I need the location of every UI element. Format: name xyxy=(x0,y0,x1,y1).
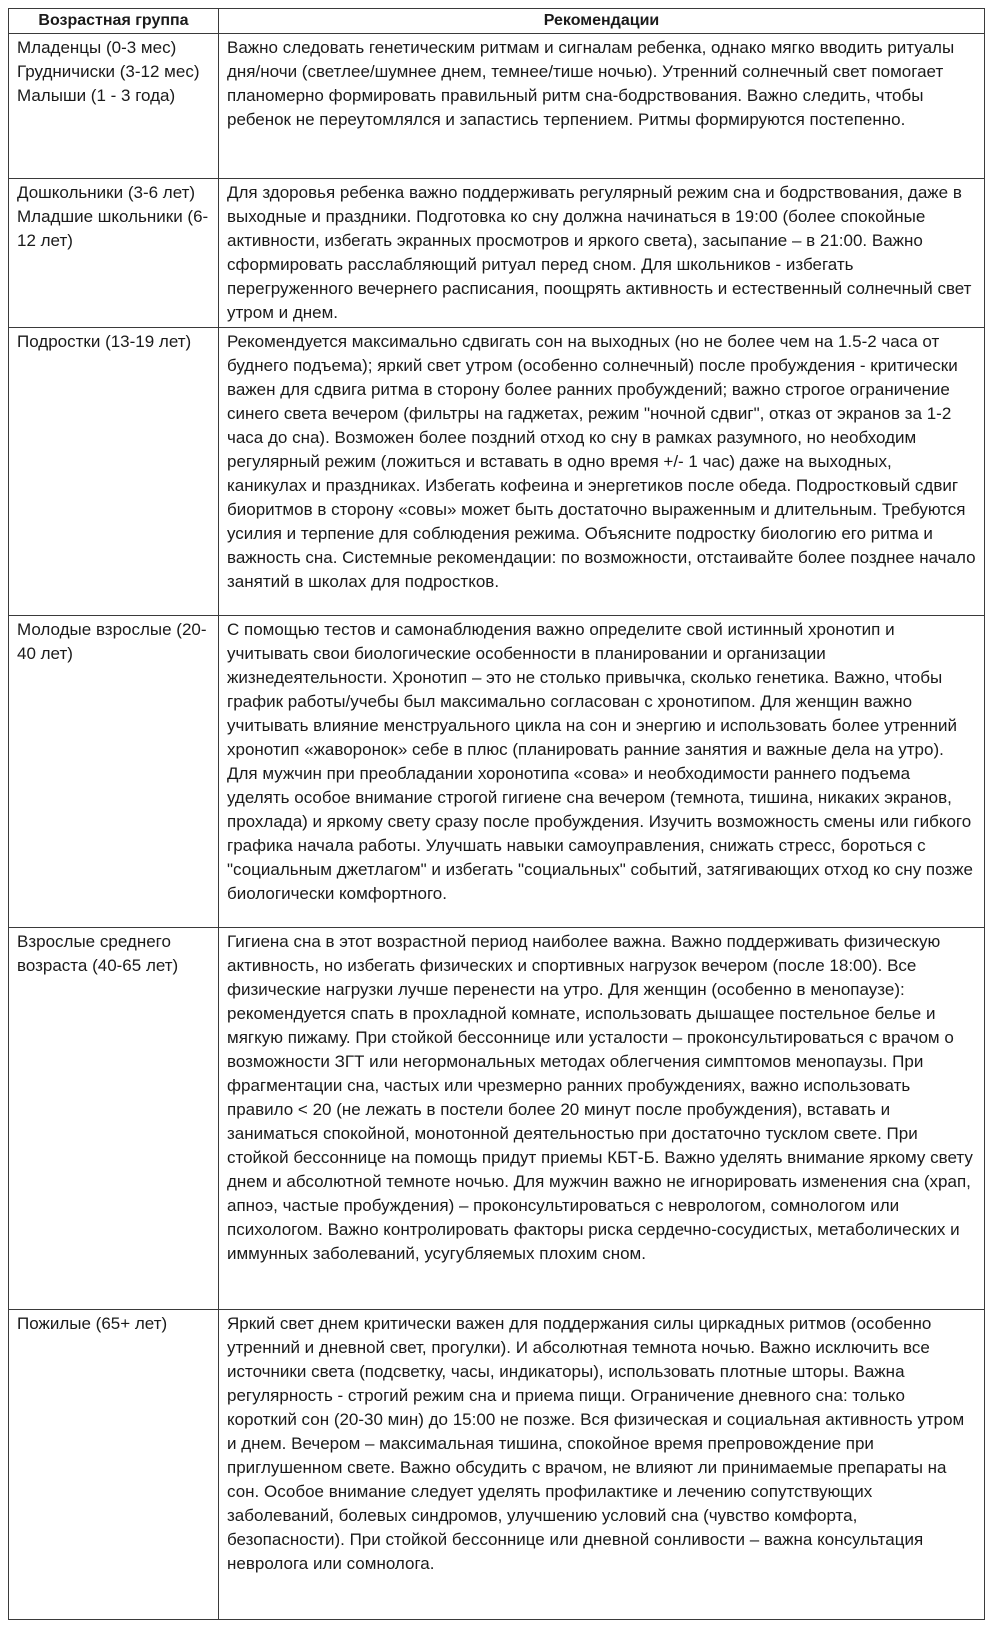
age-group-label: Грудничиски (3-12 мес) xyxy=(17,62,200,81)
recommendation-cell: Для здоровья ребенка важно поддерживать регулярный режим сна и бодрствования, даже в выходные и праздники. Подготовка ко сну должна начинаться в 19:00 (более спокойные активности, избегать экранных просмотров и яркого света), засыпание – в 21:00. Важно сформировать расслабляющий ритуал перед сном. Для школьников - избегать перегруженного вечернего расписания, поощрять активность и естественный солнечный свет утром и днем. xyxy=(219,179,985,328)
recommendations-table xyxy=(8,8,985,1620)
age-group-label: Пожилые (65+ лет) xyxy=(17,1314,168,1333)
age-group-label: Дошкольники (3-6 лет) xyxy=(17,183,196,202)
recommendation-cell: Гигиена сна в этот возрастной период наиболее важна. Важно поддерживать физическую активность, но избегать физических и спортивных нагрузок вечером (после 18:00). Все физические нагрузки лучше перенести на утро. Для женщин (особенно в менопаузе): рекомендуется спать в прохладной комнате, использовать дышащее постельное белье и мягкую пижаму. При стойкой бессоннице или усталости – проконсультироваться с врачом о возможности ЗГТ или негормональных методах облегчения симптомов менопаузы. При фрагментации сна, частых или чрезмерно ранних пробуждениях, важно использовать правило < 20 (не лежать в постели более 20 минут после пробуждения), вставать и заниматься спокойной, монотонной деятельностью при достаточно тусклом свете. При стойкой бессоннице на помощь придут приемы КБТ-Б. Важно уделять внимание яркому свету днем и абсолютной темноте ночью. Для мужчин важно не игнорировать изменения сна (храп, апноэ, частые пробуждения) – проконсультироваться с неврологом, сомнологом или психологом. Важно контролировать факторы риска сердечно-сосудистых, метаболических и иммунных заболеваний, усугубляемых плохим сном. xyxy=(219,928,985,1310)
age-group-cell xyxy=(9,34,219,179)
table-row xyxy=(9,328,985,616)
age-group-cell xyxy=(9,179,219,328)
recommendation-cell: Важно следовать генетическим ритмам и сигналам ребенка, однако мягко вводить ритуалы дня/ночи (светлее/шумнее днем, темнее/тише ночью). Утренний солнечный свет помогает планомерно формировать правильный ритм сна-бодрствования. Важно следить, чтобы ребенок не переутомлялся и запастись терпением. Ритмы формируются постепенно. xyxy=(219,34,985,179)
recommendation-cell: Рекомендуется максимально сдвигать сон на выходных (но не более чем на 1.5-2 часа от буднего подъема); яркий свет утром (особенно солнечный) после пробуждения - критически важен для сдвига ритма в сторону более ранних пробуждений; важно строгое ограничение синего света вечером (фильтры на гаджетах, режим "ночной сдвиг", отказ от экранов за 1-2 часа до сна). Возможен более поздний отход ко сну в рамках разумного, но необходим регулярный режим (ложиться и вставать в одно время +/- 1 час) даже на выходных, каникулах и праздниках. Избегать кофеина и энергетиков после обеда. Подростковый сдвиг биоритмов в сторону «совы» может быть достаточно выраженным и длительным. Требуются усилия и терпение для соблюдения режима. Объясните подростку биологию его ритма и важность сна. Системные рекомендации: по возможности, отстаивайте более позднее начало занятий в школах для подростков. xyxy=(219,328,985,616)
table-row xyxy=(9,34,985,179)
recommendation-cell: Яркий свет днем критически важен для поддержания силы циркадных ритмов (особенно утренний и дневной свет, прогулки). И абсолютная темнота ночью. Важно исключить все источники света (подсветку, часы, индикаторы), использовать плотные шторы. Важна регулярность - строгий режим сна и приема пищи. Ограничение дневного сна: только короткий сон (20-30 мин) до 15:00 не позже. Вся физическая и социальная активность утром и днем. Вечером – максимальная тишина, спокойное время препровождение при приглушенном свете. Важно обсудить с врачом, не влияют ли принимаемые препараты на сон. Особое внимание следует уделять профилактике и лечению сопутствующих заболеваний, болевых синдромов, улучшению условий сна (чувство комфорта, безопасности). При стойкой бессоннице или дневной сонливости – важна консультация невролога или сомнолога. xyxy=(219,1310,985,1620)
age-group-cell xyxy=(9,1310,219,1620)
age-group-cell xyxy=(9,616,219,928)
header-row xyxy=(9,9,985,34)
age-group-label: Малыши (1 - 3 года) xyxy=(17,86,176,105)
table-row xyxy=(9,928,985,1310)
age-group-label: Молодые взрослые (20-40 лет) xyxy=(17,620,207,663)
age-group-label: Взрослые среднего возраста (40-65 лет) xyxy=(17,932,179,975)
age-group-label: Подростки (13-19 лет) xyxy=(17,332,192,351)
age-group-cell xyxy=(9,328,219,616)
recommendation-cell: С помощью тестов и самонаблюдения важно определите свой истинный хронотип и учитывать свои биологические особенности в планировании и организации жизнедеятельности. Хронотип – это не столько привычка, сколько генетика. Важно, чтобы график работы/учебы был максимально согласован с хронотипом. Для женщин важно учитывать влияние менструального цикла на сон и энергию и использовать более утренний хронотип «жаворонок» себе в плюс (планировать ранние занятия и важные дела на утро). Для мужчин при преобладании хоронотипа «сова» и необходимости раннего подъема уделять особое внимание строгой гигиене сна вечером (темнота, тишина, никаких экранов, прохлада) и яркому свету сразу после пробуждения. Изучить возможность смены или гибкого графика начала работы. Улучшать навыки самоуправления, снижать стресс, бороться с "социальным джетлагом" и избегать "социальных" событий, затягивающих отход ко сну позже биологически комфортного. xyxy=(219,616,985,928)
table-row xyxy=(9,179,985,328)
age-group-cell xyxy=(9,928,219,1310)
age-group-label: Младенцы (0-3 мес) xyxy=(17,38,177,57)
table-row xyxy=(9,616,985,928)
header-recommendations: Рекомендации xyxy=(219,9,985,34)
header-age-group: Возрастная группа xyxy=(9,9,219,34)
table-row xyxy=(9,1310,985,1620)
age-group-label: Младшие школьники (6-12 лет) xyxy=(17,207,209,250)
